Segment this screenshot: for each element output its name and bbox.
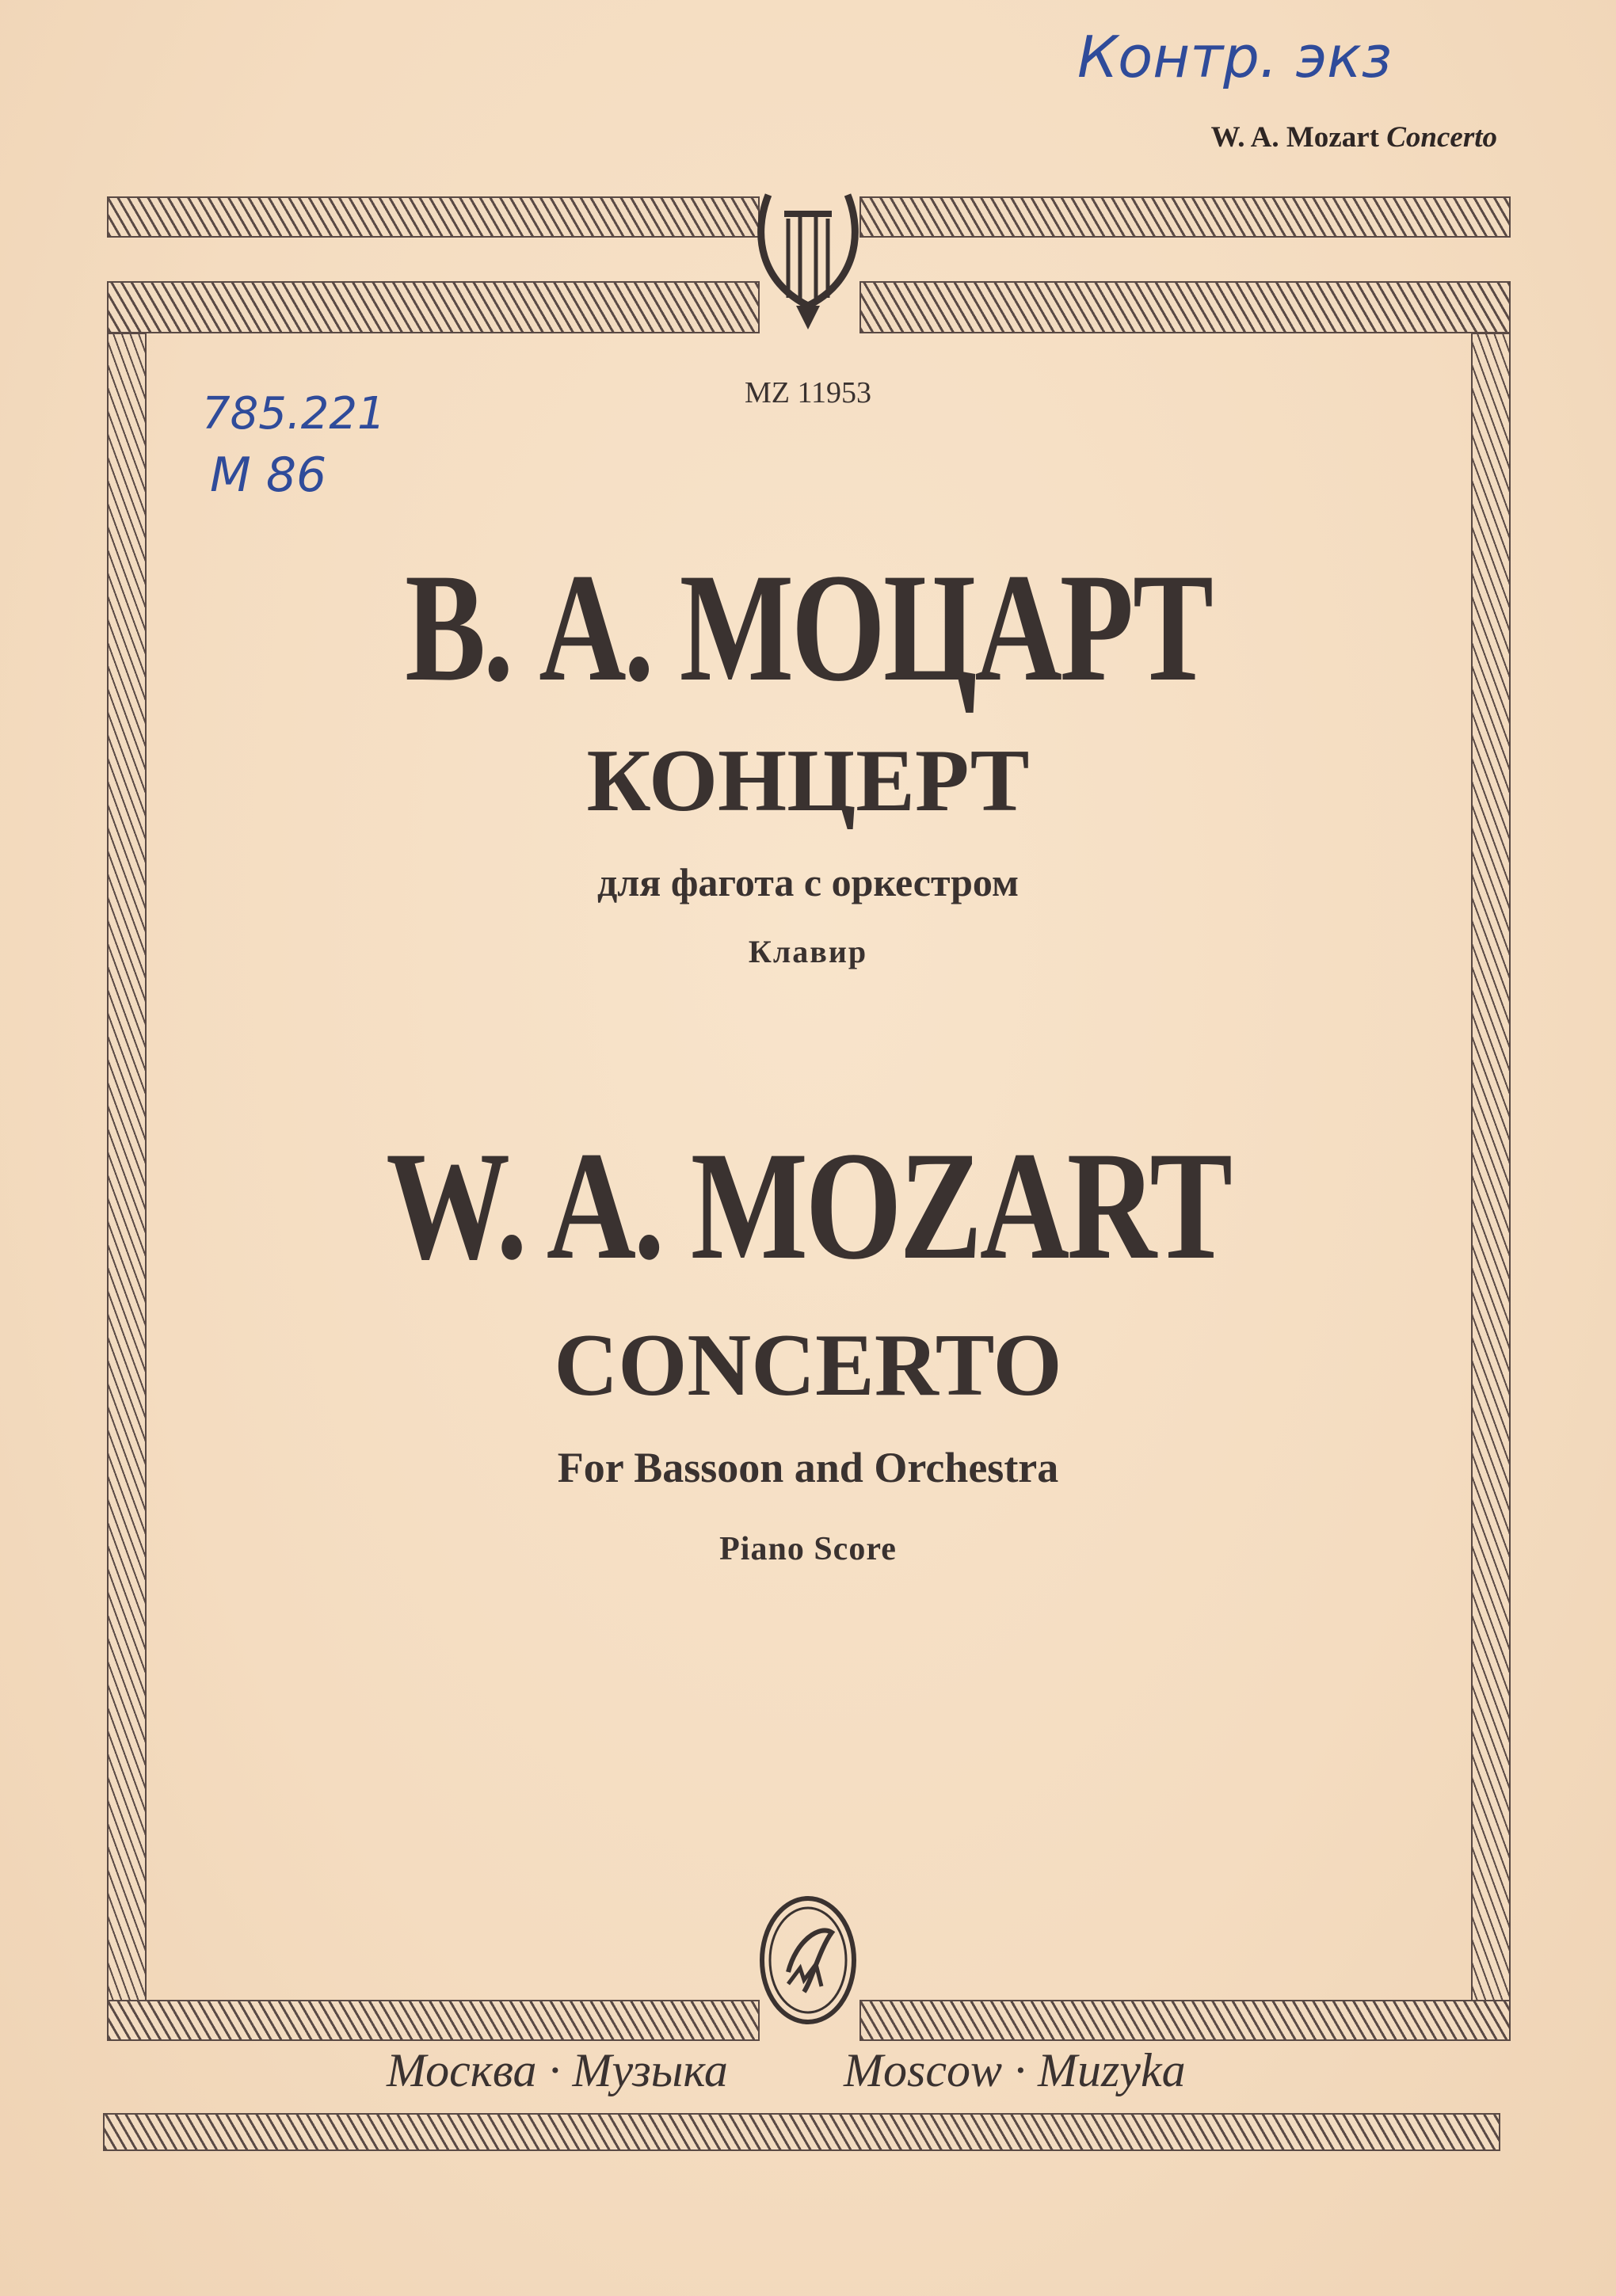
catalog-number: MZ 11953 [744, 376, 872, 409]
frame-top-band-left [107, 196, 760, 238]
frame-top-inner-left [107, 281, 760, 333]
russian-subtitle: для фагота с оркестром [596, 860, 1020, 904]
frame-base-band [103, 2113, 1500, 2151]
publisher-russian: Москва · Музыка [387, 2044, 728, 2096]
publisher-english: Moscow · Muzyka [844, 2044, 1186, 2096]
handwritten-note: Контр. экз [1077, 24, 1392, 90]
russian-edition: Клавир [748, 934, 868, 969]
english-title: CONCERTO [554, 1316, 1062, 1415]
frame-right-side [1471, 333, 1511, 2015]
russian-title: КОНЦЕРТ [586, 732, 1030, 830]
library-mark-line2: M 86 [210, 447, 327, 503]
running-title-work: Concerto [1386, 121, 1497, 154]
english-subtitle: For Bassoon and Orchestra [557, 1444, 1059, 1491]
frame-bottom-band-left [107, 2000, 760, 2041]
frame-bottom-band-right [859, 2000, 1511, 2041]
frame-top-inner-right [859, 281, 1511, 333]
lyre-icon [753, 187, 863, 337]
running-title-composer: W. A. Mozart [1210, 121, 1379, 154]
russian-composer: В. А. МОЦАРТ [405, 542, 1211, 714]
publisher-logo-icon [757, 1893, 859, 2028]
english-composer: W. A. MOZART [386, 1120, 1230, 1292]
library-mark-line1: 785.221 [202, 388, 386, 440]
running-title [1211, 120, 1497, 154]
frame-left-side [107, 333, 147, 2015]
english-edition: Piano Score [719, 1531, 897, 1567]
frame-top-band-right [859, 196, 1511, 238]
